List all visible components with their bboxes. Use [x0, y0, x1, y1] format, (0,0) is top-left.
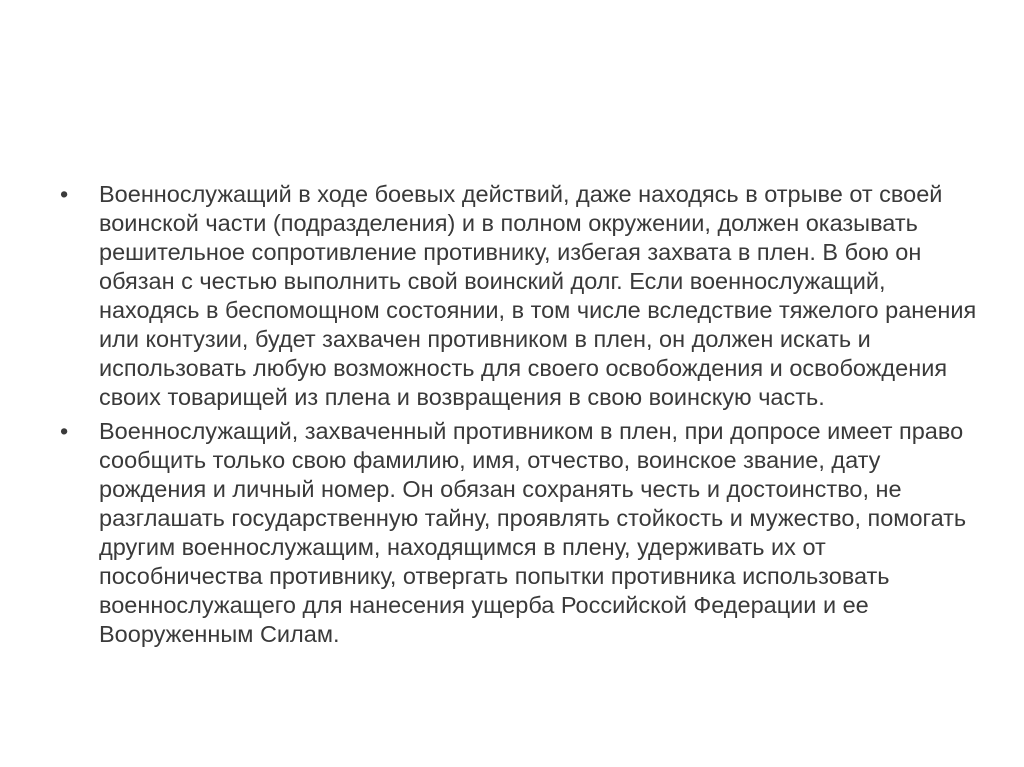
- bullet-text-2: Военнослужащий, захваченный противником в плен, при допросе имеет право сообщить только свою фамилию, имя, отчество, воинское звание, дату рождения и личный номер. Он обязан сохранять честь и достоинство, не разглашать государственную тайну, проявлять стойкость и мужество, помогать другим военнослужащим, находящимся в плену, удерживать их от пособничества противнику, отвергать попытки противника использовать военнослужащего для нанесения ущерба Российской Федерации и ее Вооруженным Силам.: [99, 418, 967, 647]
- bullet-item-2: [60, 417, 980, 649]
- bullet-icon: •: [60, 418, 69, 444]
- bullet-text-1: Военнослужащий в ходе боевых действий, даже находясь в отрыве от своей воинской части (подразделения) и в полном окружении, должен оказывать решительное сопротивление противнику, избегая захвата в плен. В бою он обязан с честью выполнить свой воинский долг. Если военнослужащий, находясь в беспомощном состоянии, в том числе вследствие тяжелого ранения или контузии, будет захвачен противником в плен, он должен искать и использовать любую возможность для своего освобождения и освобождения своих товарищей из плена и возвращения в свою воинскую часть.: [99, 181, 977, 410]
- bullet-item-1: [60, 180, 980, 412]
- bullet-list: [60, 180, 980, 654]
- bullet-icon: •: [60, 181, 69, 207]
